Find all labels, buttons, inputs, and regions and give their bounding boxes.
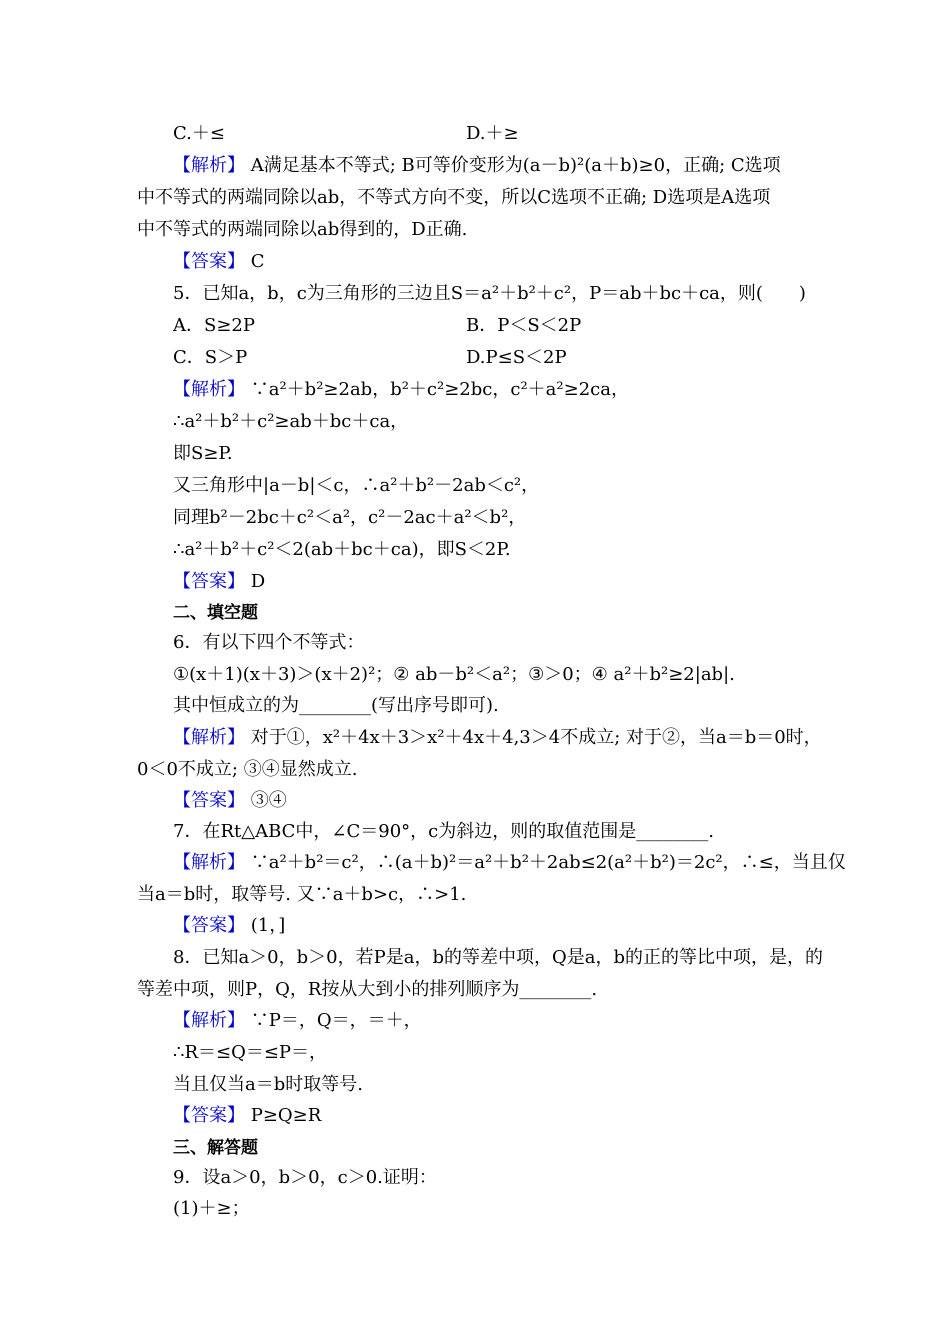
- question-8: 等差中项，则P，Q，R按从大到小的排列顺序为________.: [137, 979, 598, 1000]
- option-d: D.P≤S＜2P: [466, 347, 567, 368]
- answer-tag: 【答案】: [173, 1105, 245, 1126]
- section-heading: 二、填空题: [173, 603, 258, 623]
- analysis-tag: 【解析】: [173, 1010, 245, 1031]
- answer-text: D: [245, 571, 266, 592]
- answer-tag: 【答案】: [173, 571, 245, 592]
- question-7: 7．在Rt△ABC中，∠C＝90°，c为斜边，则的取值范围是________.: [173, 821, 714, 842]
- option-b: B．P＜S＜2P: [466, 315, 582, 336]
- answer-tag: 【答案】: [173, 915, 245, 936]
- analysis-line: 中不等式的两端同除以ab，不等式方向不变，所以C选项不正确; D选项是A选项: [137, 187, 771, 208]
- question-6-prompt: 其中恒成立的为________(写出序号即可).: [173, 695, 499, 716]
- section-heading: 三、解答题: [173, 1138, 258, 1158]
- analysis-line: 即S≥P.: [173, 443, 233, 464]
- option-c: C．S＞P: [173, 347, 248, 368]
- analysis-line: 当且仅当a＝b时取等号.: [173, 1074, 363, 1095]
- analysis-text: A满足基本不等式; B可等价变形为(a－b)²(a＋b)≥0，正确; C选项: [245, 155, 781, 176]
- analysis-text: ∵P＝，Q＝，＝＋，: [245, 1010, 422, 1031]
- analysis-text: ∵a²＋b²＝c²，∴(a＋b)²＝a²＋b²＋2ab≤2(a²＋b²)＝2c²，∴≤，当且仅: [245, 852, 846, 873]
- answer-line: [173, 570, 265, 594]
- analysis-line: 当a＝b时，取等号. 又∵a＋b>c，∴>1.: [137, 884, 467, 905]
- analysis-text: ∵a²＋b²≥2ab，b²＋c²≥2bc，c²＋a²≥2ca，: [245, 379, 629, 400]
- answer-tag: 【答案】: [173, 251, 245, 272]
- analysis-line: [173, 154, 781, 178]
- analysis-line: ∴R＝≤Q＝≤P＝，: [173, 1042, 328, 1063]
- option-a: A．S≥2P: [173, 315, 255, 336]
- question-6: 6．有以下四个不等式：: [173, 632, 365, 653]
- analysis-line: [173, 726, 822, 750]
- answer-text: C: [245, 251, 265, 272]
- question-6-items: ①(x＋1)(x＋3)＞(x＋2)²；② ab－b²＜a²；③＞0；④ a²＋b²≥2|ab|.: [173, 664, 735, 685]
- option-d: D.＋≥: [466, 123, 519, 144]
- question-8: 8．已知a＞0，b＞0，若P是a，b的等差中项，Q是a，b的正的等比中项，是，的: [173, 947, 823, 968]
- analysis-tag: 【解析】: [173, 852, 245, 873]
- answer-tag: 【答案】: [173, 790, 245, 811]
- question-9-part-1: (1)＋≥；: [173, 1198, 250, 1219]
- analysis-text: 对于①，x²＋4x＋3＞x²＋4x＋4,3＞4不成立; 对于②，当a＝b＝0时，: [245, 727, 822, 748]
- question-5: 5．已知a，b，c为三角形的三边且S＝a²＋b²＋c²，P＝ab＋bc＋ca，则( ): [173, 283, 806, 304]
- analysis-tag: 【解析】: [173, 727, 245, 748]
- analysis-line: [173, 1009, 422, 1033]
- analysis-line: ∴a²＋b²＋c²≥ab＋bc＋ca，: [173, 411, 409, 432]
- analysis-line: 中不等式的两端同除以ab得到的，D正确.: [137, 219, 468, 240]
- analysis-line: 又三角形中|a－b|＜c，∴a²＋b²－2ab＜c²，: [173, 475, 540, 496]
- question-9: 9．设a＞0，b＞0，c＞0.证明：: [173, 1167, 437, 1188]
- answer-line: [173, 1104, 321, 1128]
- analysis-tag: 【解析】: [173, 155, 245, 176]
- analysis-line: ∴a²＋b²＋c²＜2(ab＋bc＋ca)，即S＜2P.: [173, 539, 511, 560]
- answer-text: ③④: [245, 790, 287, 811]
- analysis-line: [173, 851, 846, 875]
- answer-line: [173, 789, 287, 813]
- analysis-line: 0＜0不成立; ③④显然成立.: [137, 759, 358, 780]
- answer-text: (1，]: [245, 915, 286, 936]
- analysis-line: 同理b²－2bc＋c²＜a²，c²－2ac＋a²＜b²，: [173, 507, 527, 528]
- analysis-line: [173, 378, 629, 402]
- option-c: C.＋≤: [173, 123, 225, 144]
- answer-line: [173, 250, 265, 274]
- answer-line: [173, 914, 285, 938]
- analysis-tag: 【解析】: [173, 379, 245, 400]
- answer-text: P≥Q≥R: [245, 1105, 322, 1126]
